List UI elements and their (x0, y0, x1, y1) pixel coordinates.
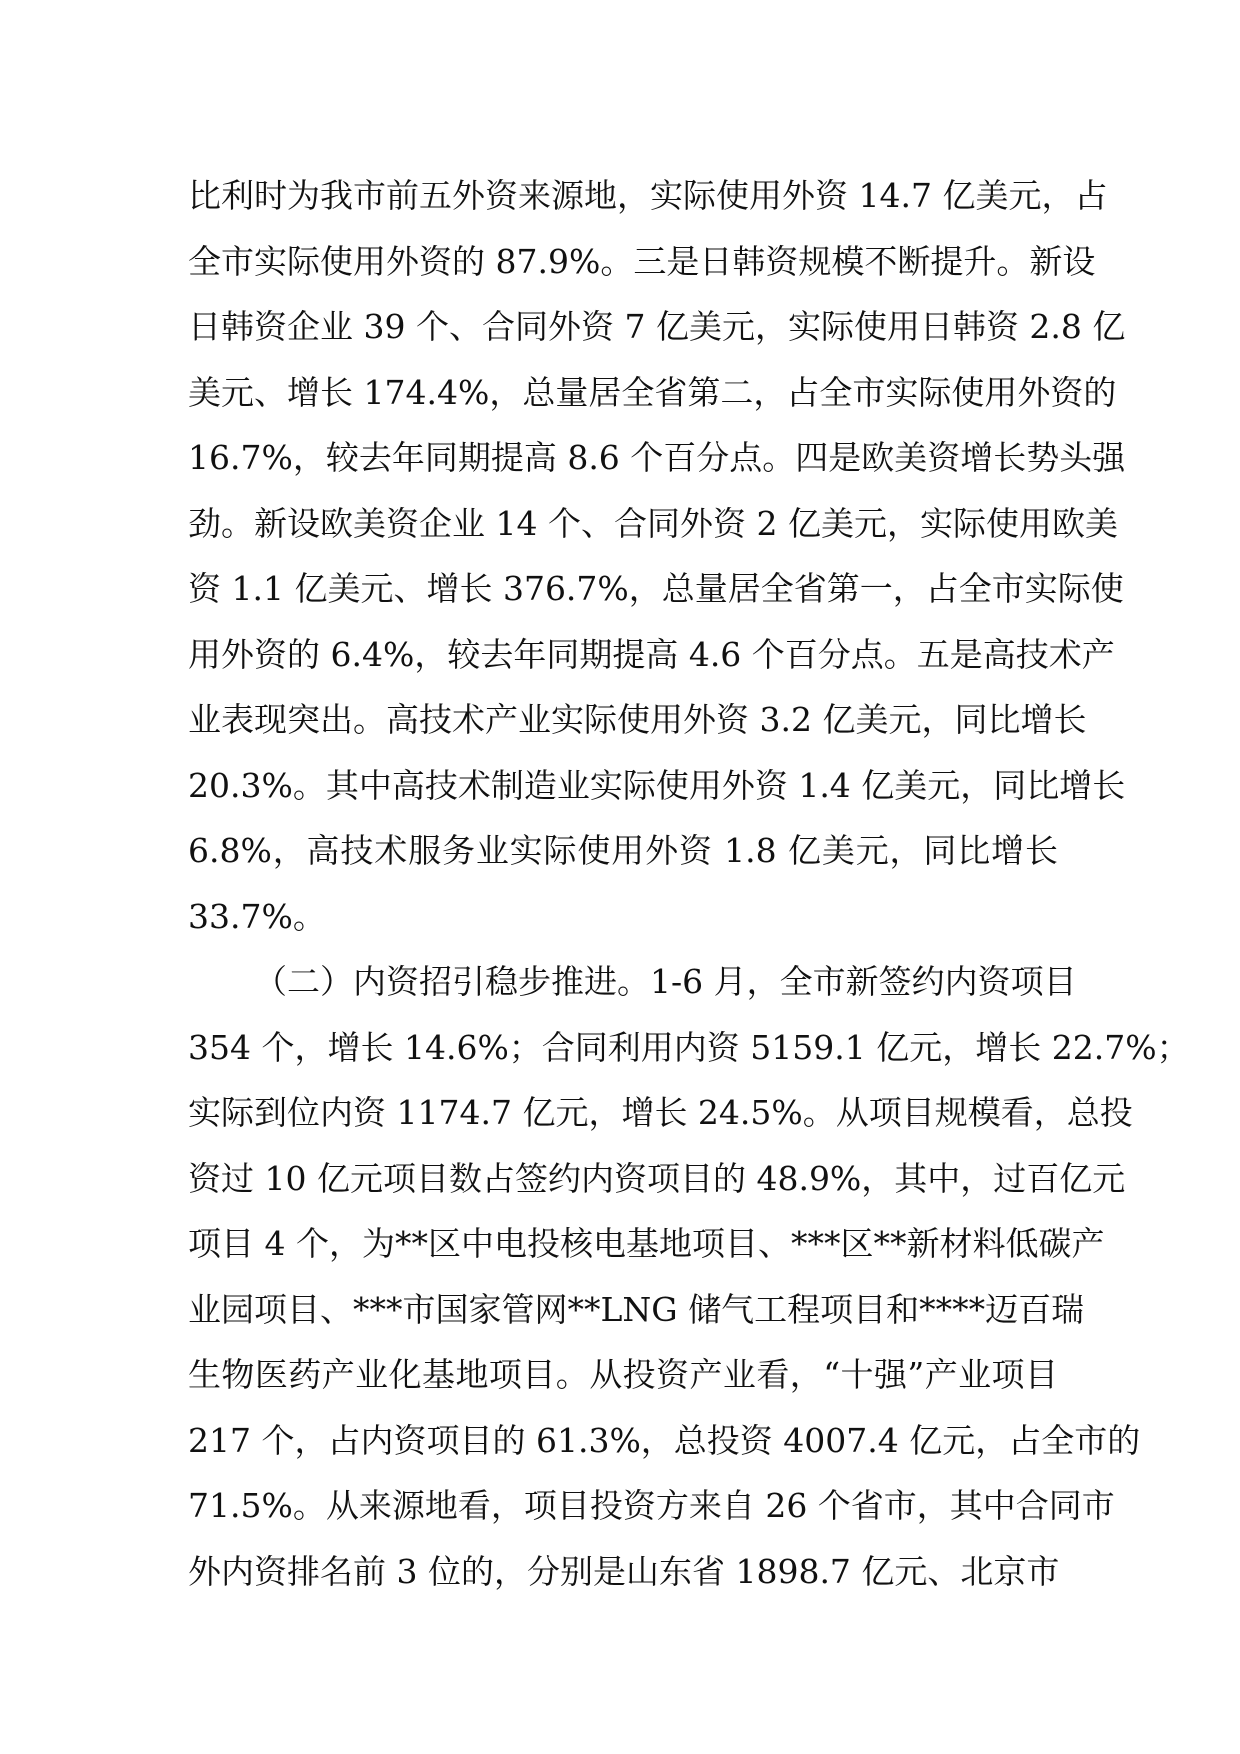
text-line: 资过 10 亿元项目数占签约内资项目的 48.9%，其中，过百亿元 (188, 1158, 1126, 1198)
text-line: 业表现突出。高技术产业实际使用外资 3.2 亿美元，同比增长 (188, 700, 1087, 739)
document-page (188, 163, 1190, 1604)
text-line: 71.5%。从来源地看，项目投资方来自 26 个省市，其中合同市 (188, 1486, 1115, 1525)
text-line: 354 个，增长 14.6%；合同利用内资 5159.1 亿元，增长 22.7%； (188, 1027, 1190, 1067)
text-line: 用外资的 6.4%，较去年同期提高 4.6 个百分点。五是高技术产 (188, 634, 1115, 674)
text-line: 20.3%。其中高技术制造业实际使用外资 1.4 亿美元，同比增长 (188, 765, 1126, 805)
text-line: 劲。新设欧美资企业 14 个、合同外资 2 亿美元，实际使用欧美 (188, 503, 1118, 543)
text-line: 项目 4 个，为**区中电投核电基地项目、***区**新材料低碳产 (188, 1224, 1105, 1263)
text-line: 实际到位内资 1174.7 亿元，增长 24.5%。从项目规模看，总投 (188, 1093, 1133, 1132)
text-line: 美元、增长 174.4%，总量居全省第二，占全市实际使用外资的 (188, 372, 1117, 412)
text-line: 6.8%，高技术服务业实际使用外资 1.8 亿美元，同比增长 (188, 831, 1058, 870)
text-line: 16.7%，较去年同期提高 8.6 个百分点。四是欧美资增长势头强 (188, 438, 1126, 477)
paragraph-end-line: 33.7%。 (188, 896, 326, 936)
text-line: 比利时为我市前五外资来源地，实际使用外资 14.7 亿美元，占 (188, 176, 1108, 215)
text-line: 生物医药产业化基地项目。从投资产业看，“十强”产业项目 (188, 1355, 1058, 1394)
text-line: 资 1.1 亿美元、增长 376.7%，总量居全省第一，占全市实际使 (188, 569, 1124, 608)
text-line: 业园项目、***市国家管网**LNG 储气工程项目和****迈百瑞 (188, 1289, 1085, 1329)
text-line: 外内资排名前 3 位的，分别是山东省 1898.7 亿元、北京市 (188, 1551, 1060, 1591)
text-line: 全市实际使用外资的 87.9%。三是日韩资规模不断提升。新设 (188, 241, 1096, 281)
text-line: 日韩资企业 39 个、合同外资 7 亿美元，实际使用日韩资 2.8 亿 (188, 307, 1126, 346)
text-line: 217 个，占内资项目的 61.3%，总投资 4007.4 亿元，占全市的 (188, 1420, 1141, 1460)
section-heading-line: （二）内资招引稳步推进。1-6 月，全市新签约内资项目 (254, 962, 1077, 1001)
